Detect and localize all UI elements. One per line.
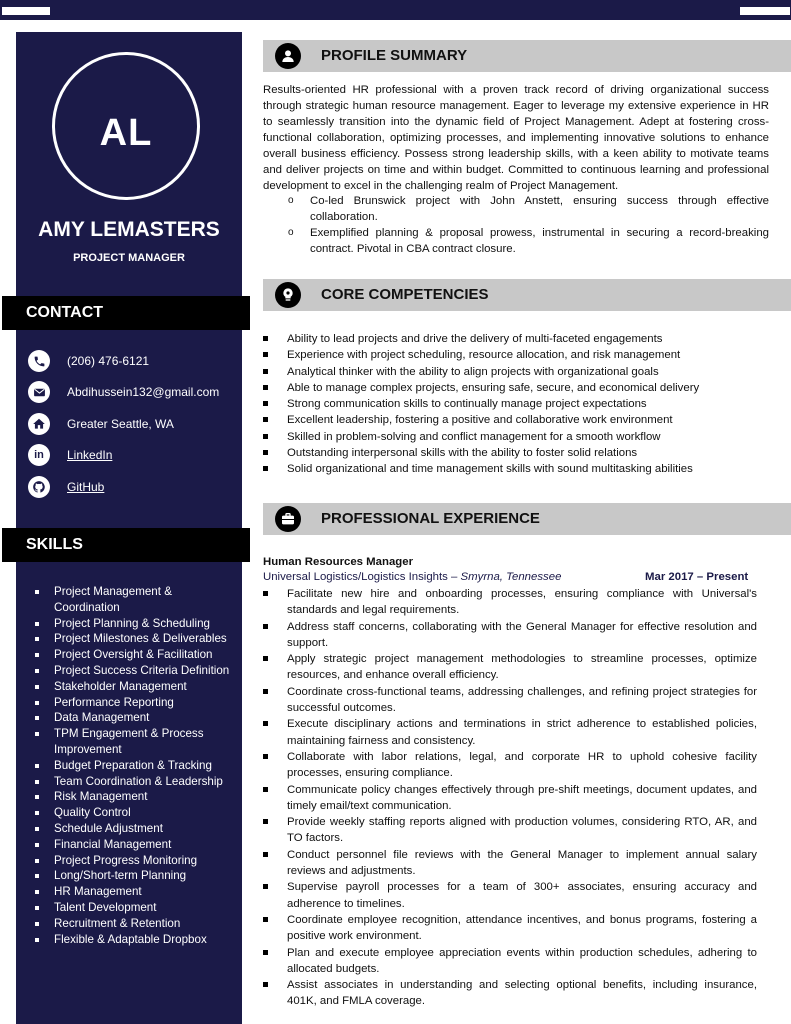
company-name: Universal Logistics/Logistics Insights –	[263, 571, 461, 583]
core-competencies-title: CORE COMPETENCIES	[321, 286, 489, 303]
experience-item: Apply strategic project management methodologies to streamline processes, optimize resources, and enhance overall efficiency.	[263, 651, 757, 684]
skill-item: Project Milestones & Deliverables	[35, 631, 240, 647]
profile-summary-header	[263, 40, 791, 72]
skills-list	[35, 584, 240, 947]
contact-email	[28, 381, 220, 403]
experience-item: Coordinate employee recognition, attendance incentives, and bonus programs, fostering a positive work environment.	[263, 912, 757, 945]
highlight-item: o Co-led Brunswick project with John Anstett, ensuring success through effective collaboration.	[288, 193, 769, 225]
experience-item: Provide weekly staffing reports aligned with production volumes, considering RTO, AR, and TO factors.	[263, 814, 757, 847]
contact-github[interactable]	[28, 476, 105, 498]
skill-item: Long/Short-term Planning	[35, 868, 240, 884]
profile-summary-title: PROFILE SUMMARY	[321, 47, 468, 64]
profile-highlights	[288, 193, 769, 257]
profile-summary-text: Results-oriented HR professional with a proven track record of driving organizational success through strategic human resource management. Eager to leverage my extensive experience in HR to seamlessly transition into the dynamic field of Project Management. Adept at fostering cross-functional collaboration, optimizing processes, and implementing innovative solutions to enhance overall business efficiency. Possess strong leadership skills, with a keen ability to motivate teams and deliver projects on time and within budget. Committed to continuous learning and professional development to excel in the challenging realm of Project Management.	[263, 84, 769, 192]
top-bar-mark-left	[2, 7, 50, 15]
competency-item: Analytical thinker with the ability to align projects with organizational goals	[263, 364, 769, 380]
competency-item: Ability to lead projects and drive the delivery of multi-faceted engagements	[263, 331, 769, 347]
competency-item: Solid organizational and time management skills with sound multitasking abilities	[263, 461, 769, 477]
candidate-title: PROJECT MANAGER	[73, 252, 185, 264]
skill-item: Recruitment & Retention	[35, 916, 240, 932]
skills-heading: SKILLS	[2, 528, 250, 562]
avatar	[52, 52, 200, 200]
competencies-list	[263, 331, 769, 478]
skill-item: Data Management	[35, 710, 240, 726]
experience-item: Collaborate with labor relations, legal, and corporate HR to uphold cohesive facility processes, ensuring compliance.	[263, 749, 757, 782]
home-icon	[28, 413, 50, 435]
skill-item: Quality Control	[35, 805, 240, 821]
skill-item: Team Coordination & Leadership	[35, 774, 240, 790]
skill-item: Project Oversight & Facilitation	[35, 647, 240, 663]
skill-item: Project Success Criteria Definition	[35, 663, 240, 679]
experience-item: Plan and execute employee appreciation events within production schedules, adhering to allocated budgets.	[263, 945, 757, 978]
skill-item: Risk Management	[35, 789, 240, 805]
highlight-item: o Exemplified planning & proposal prowess, instrumental in securing a record-breaking contract. Pivotal in CBA contract closure.	[288, 225, 769, 257]
github-icon[interactable]	[28, 476, 50, 498]
avatar-initials: AL	[99, 112, 153, 154]
email-icon	[28, 381, 50, 403]
experience-item: Execute disciplinary actions and terminations in strict adherence to established policies, maintaining fairness and consistency.	[263, 716, 757, 749]
phone-number: (206) 476-6121	[67, 354, 150, 368]
email-address[interactable]: Abdihussein132@gmail.com	[67, 385, 220, 399]
briefcase-icon	[275, 506, 301, 532]
skill-item: Flexible & Adaptable Dropbox	[35, 932, 240, 948]
phone-icon	[28, 350, 50, 372]
experience-item: Communicate policy changes effectively through pre-shift meetings, document updates, and timely email/text communication.	[263, 782, 757, 815]
user-icon	[275, 43, 301, 69]
candidate-name: AMY LEMASTERS	[38, 218, 220, 241]
experience-item: Address staff concerns, collaborating with the General Manager for effective resolution and support.	[263, 619, 757, 652]
skill-item: Project Management & Coordination	[35, 584, 240, 616]
professional-experience-header	[263, 503, 791, 535]
contact-linkedin[interactable]	[28, 444, 113, 466]
skill-item: Schedule Adjustment	[35, 821, 240, 837]
top-bar-mark-right	[740, 7, 790, 15]
job-location: Smyrna, Tennessee	[460, 571, 562, 583]
skill-item: Stakeholder Management	[35, 679, 240, 695]
job-company	[263, 571, 561, 583]
skill-item: TPM Engagement & Process Improvement	[35, 726, 240, 758]
experience-item: Coordinate cross-functional teams, addressing challenges, and refining project strategies for successful outcomes.	[263, 684, 757, 717]
skill-item: Project Planning & Scheduling	[35, 616, 240, 632]
competency-item: Experience with project scheduling, resource allocation, and risk management	[263, 347, 769, 363]
job-title: Human Resources Manager	[263, 556, 414, 568]
contact-phone	[28, 350, 150, 372]
experience-list	[263, 586, 757, 1010]
professional-experience-title: PROFESSIONAL EXPERIENCE	[321, 510, 540, 527]
skill-item: Performance Reporting	[35, 695, 240, 711]
skill-item: Budget Preparation & Tracking	[35, 758, 240, 774]
skill-item: Financial Management	[35, 837, 240, 853]
experience-item: Facilitate new hire and onboarding processes, ensuring compliance with Universal's standards and legal requirements.	[263, 586, 757, 619]
competency-item: Strong communication skills to continually manage project expectations	[263, 396, 769, 412]
top-bar	[0, 0, 791, 20]
lightbulb-icon	[275, 282, 301, 308]
experience-item: Supervise payroll processes for a team of 300+ associates, ensuring accuracy and adherence to timelines.	[263, 879, 757, 912]
core-competencies-header	[263, 279, 791, 311]
location-text: Greater Seattle, WA	[67, 417, 174, 431]
competency-item: Excellent leadership, fostering a positive and collaborative work environment	[263, 412, 769, 428]
contact-heading: CONTACT	[2, 296, 250, 330]
contact-location	[28, 413, 174, 435]
experience-item: Conduct personnel file reviews with the General Manager to implement annual salary reviews and adjustments.	[263, 847, 757, 880]
job-dates: Mar 2017 – Present	[645, 571, 749, 583]
skill-item: Talent Development	[35, 900, 240, 916]
skill-item: HR Management	[35, 884, 240, 900]
github-link[interactable]: GitHub	[67, 480, 105, 494]
skill-item: Project Progress Monitoring	[35, 853, 240, 869]
experience-item: Assist associates in understanding and selecting optional benefits, including insurance, 401K, and FMLA coverage.	[263, 977, 757, 1010]
linkedin-icon[interactable]: in	[28, 444, 50, 466]
competency-item: Skilled in problem-solving and conflict management for a smooth workflow	[263, 429, 769, 445]
competency-item: Outstanding interpersonal skills with the ability to foster solid relations	[263, 445, 769, 461]
linkedin-link[interactable]: LinkedIn	[67, 448, 113, 462]
competency-item: Able to manage complex projects, ensuring safe, secure, and economical delivery	[263, 380, 769, 396]
